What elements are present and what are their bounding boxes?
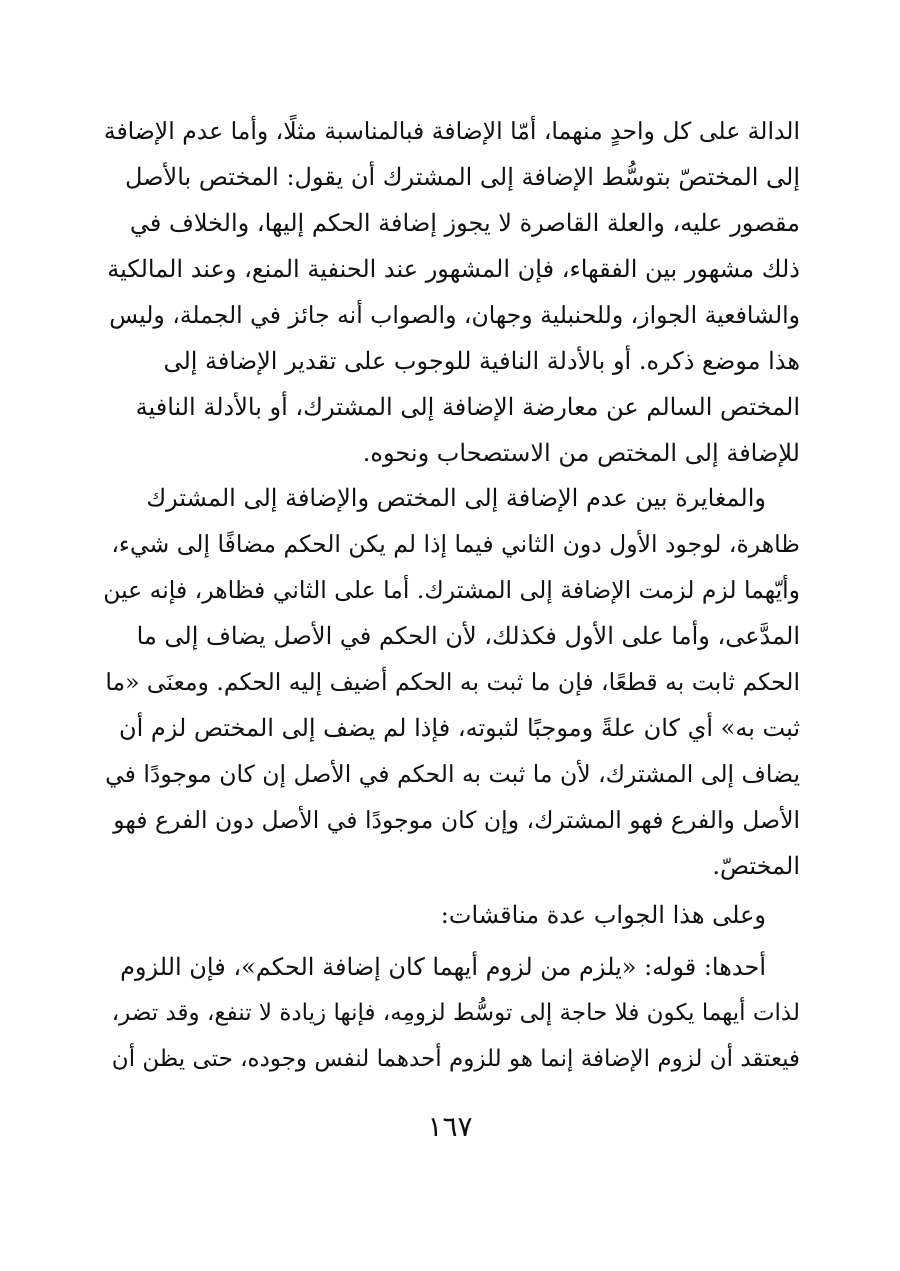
text-line: هذا موضع ذكره. أو بالأدلة النافية للوجوب على تقدير الإضافة إلى xyxy=(163,347,800,375)
text-line: للإضافة إلى المختص من الاستصحاب ونحوه. xyxy=(362,439,800,467)
text-line: الحكم ثابت به قطعًا، فإن ما ثبت به الحكم أضيف إليه الحكم. ومعنَى «ما xyxy=(105,668,800,696)
text-line: والمغايرة بين عدم الإضافة إلى المختص والإضافة إلى المشترك xyxy=(146,484,766,512)
text-line: أحدها: قوله: «يلزم من لزوم أيهما كان إضافة الحكم»، فإن اللزوم xyxy=(120,953,766,981)
text-line: الأصل والفرع فهو المشترك، وإن كان موجودًا في الأصل دون الفرع فهو xyxy=(113,806,800,834)
text-line: الدالة على كل واحدٍ منهما، أمّا الإضافة فبالمناسبة مثلًا، وأما عدم الإضافة xyxy=(103,117,800,145)
text-line: ظاهرة، لوجود الأول دون الثاني فيما إذا لم يكن الحكم مضافًا إلى شيء، xyxy=(111,530,800,558)
text-line: المختص السالم عن معارضة الإضافة إلى المشترك، أو بالأدلة النافية xyxy=(135,393,800,421)
text-line: وعلى هذا الجواب عدة مناقشات: xyxy=(440,901,766,929)
page-number: ١٦٧ xyxy=(427,1110,473,1143)
text-line: المختصّ. xyxy=(712,852,800,880)
text-line: ذلك مشهور بين الفقهاء، فإن المشهور عند الحنفية المنع، وعند المالكية xyxy=(107,255,800,283)
text-line: إلى المختصّ بتوسُّط الإضافة إلى المشترك أن يقول: المختص بالأصل xyxy=(124,163,800,191)
text-line: فيعتقد أن لزوم الإضافة إنما هو للزوم أحدهما لنفس وجوده، حتى يظن أن xyxy=(111,1046,800,1072)
paragraph-1 xyxy=(100,108,800,476)
paragraph-3 xyxy=(100,892,800,938)
paragraph-4 xyxy=(100,944,800,1082)
paragraph-2 xyxy=(100,475,800,889)
text-line: والشافعية الجواز، وللحنبلية وجهان، والصواب أنه جائز في الجملة، وليس xyxy=(109,301,800,329)
text-line: وأيّهما لزم لزمت الإضافة إلى المشترك. أما على الثاني فظاهر، فإنه عين xyxy=(103,576,800,604)
text-line: يضاف إلى المشترك، لأن ما ثبت به الحكم في الأصل إن كان موجودًا في xyxy=(105,760,800,788)
text-line: مقصور عليه، والعلة القاصرة لا يجوز إضافة الحكم إليها، والخلاف في xyxy=(129,209,800,237)
text-line: لذات أيهما يكون فلا حاجة إلى توسُّط لزومِه، فإنها زيادة لا تنفع، وقد تضر، xyxy=(111,1000,800,1026)
text-line: ثبت به» أي كان علةً وموجبًا لثبوته، فإذا لم يضف إلى المختص لزم أن xyxy=(118,714,800,742)
text-line: المدَّعى، وأما على الأول فكذلك، لأن الحكم في الأصل يضاف إلى ما xyxy=(136,622,800,650)
book-page xyxy=(100,0,800,1271)
